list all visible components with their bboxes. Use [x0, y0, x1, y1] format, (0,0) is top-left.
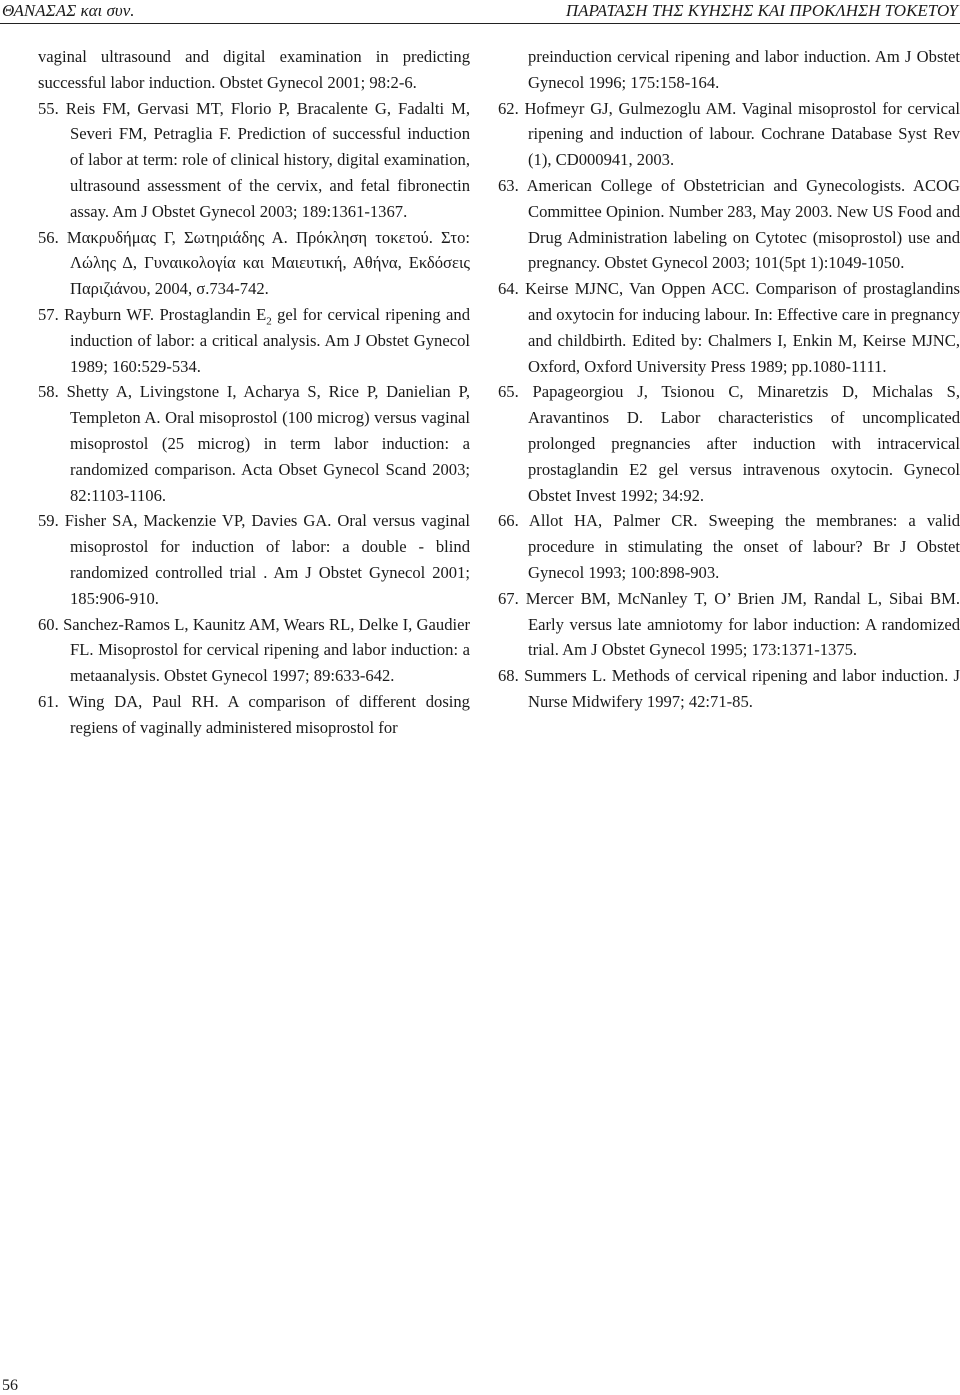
- reference-text: Keirse MJNC, Van Oppen ACC. Comparison of prostaglandins and oxytocin for inducing labour. In: Effective care in pregnancy and childbirth. Edited by: Chalmers I, Enkin M, Keirse MJNC, Oxford, Oxford University Press 1989; pp.1080-1111.: [525, 279, 960, 376]
- reference-55: [38, 96, 470, 225]
- reference-continuation: preinduction cervical ripening and labor induction. Am J Obstet Gynecol 1996; 175:158-164.: [528, 47, 960, 92]
- right-column: [498, 44, 960, 715]
- reference-number: 55.: [38, 98, 59, 118]
- reference-59: [38, 508, 470, 611]
- reference-text: Reis FM, Gervasi MT, Florio P, Bracalente G, Fadalti M, Severi FM, Petraglia F. Prediction of successful induction of labor at term: role of clinical history, digital examination, ultrasound assessment of the cervix, and fetal fibronectin assay. Am J Obstet Gynecol 2003; 189:1361-1367.: [65, 98, 471, 221]
- reference-number: 68.: [498, 666, 519, 686]
- reference-text: Hofmeyr GJ, Gulmezoglu AM. Vaginal misoprostol for cervical ripening and induction of labour. Cochrane Database Syst Rev (1), CD000941, 2003.: [524, 98, 960, 170]
- reference-number: 65.: [498, 382, 519, 402]
- reference-64: [498, 276, 960, 379]
- reference-text: Sanchez-Ramos L, Kaunitz AM, Wears RL, Delke I, Gaudier FL. Misoprostol for cervical ripening and labor induction: a metaanalysis. Obstet Gynecol 1997; 89:633-642.: [63, 614, 470, 686]
- reference-56: [38, 225, 470, 302]
- reference-text: gel for cervical ripening and induction of labor: a critical analysis. Am J Obstet Gynecol 1989; 160:529-534.: [70, 304, 471, 376]
- reference-text: Summers L. Methods of cervical ripening and labor induction. J Nurse Midwifery 1997; 42:71-85.: [524, 666, 960, 711]
- reference-text: Papageorgiou J, Tsionou C, Minaretzis D, Michalas S, Aravantinos D. Labor characteristics of uncomplicated prolonged pregnancies after induction with intracervical prostaglandin E2 gel versus intravenous oxytocin. Gynecol Obstet Invest 1992; 34:92.: [528, 382, 960, 505]
- reference-text: American College of Obstetrician and Gynecologists. ACOG Committee Opinion. Number 283, May 2003. New US Food and Drug Administration labeling on Cytotec (misoprostol) use and pregnancy. Obstet Gynecol 2003; 101(5pt 1):1049-1050.: [526, 175, 960, 273]
- reference-text: Wing DA, Paul RH. A comparison of different dosing regiens of vaginally administered misoprostol for: [68, 691, 470, 737]
- reference-number: 64.: [498, 279, 519, 299]
- reference-text: Fisher SA, Mackenzie VP, Davies GA. Oral versus vaginal misoprostol for induction of labor: a double - blind randomized controlled trial . Am J Obstet Gynecol 2001; 185:906-910.: [64, 511, 470, 608]
- reference-number: 59.: [38, 511, 59, 531]
- reference-61: [38, 689, 470, 741]
- reference-number: 60.: [38, 614, 59, 634]
- reference-number: 56.: [38, 227, 59, 247]
- reference-60: [38, 612, 470, 689]
- header-authors: ΘΑΝΑΣΑΣ και συν.: [2, 1, 135, 20]
- reference-62: [498, 96, 960, 173]
- reference-63: [498, 173, 960, 276]
- header-title: ΠΑΡΑΤΑΣΗ ΤΗΣ ΚΥΗΣΗΣ ΚΑΙ ΠΡΟΚΛΗΣΗ ΤΟΚΕΤΟΥ: [565, 1, 958, 20]
- reference-66: [498, 508, 960, 585]
- subscript: 2: [266, 315, 272, 328]
- reference-text: Shetty A, Livingstone I, Acharya S, Rice P, Danielian P, Templeton A. Oral misoprostol (100 microg) versus vaginal misoprostol (25 microg) in term labor induction: a randomized comparison. Acta Obset Gynecol Scand 2003; 82:1103-1106.: [66, 382, 470, 505]
- reference-text: Rayburn WF. Prostaglandin E: [64, 304, 267, 324]
- reference-text: Mercer BM, McNanley T, O’ Brien JM, Randal L, Sibai BM. Early versus late amniotomy for labor induction: A randomized trial. Am J Obstet Gynecol 1995; 173:1371-1375.: [525, 588, 960, 660]
- reference-number: 63.: [498, 175, 519, 195]
- reference-number: 66.: [498, 511, 519, 531]
- reference-65: [498, 379, 960, 508]
- reference-58: [38, 379, 470, 508]
- reference-number: 58.: [38, 382, 59, 402]
- reference-number: 61.: [38, 691, 59, 711]
- reference-text: Μακρυδήμας Γ, Σωτηριάδης Α. Πρόκληση τοκετού. Στο: Λώλης Δ, Γυναικολογία και Μαιευτική, Αθήνα, Εκδόσεις Παριζιάνου, 2004, σ.734-742.: [66, 227, 470, 299]
- page-number: 56: [2, 1377, 18, 1394]
- reference-text: Allot HA, Palmer CR. Sweeping the membranes: a valid procedure in stimulating the onset of labour? Br J Obstet Gynecol 1993; 100:898-903.: [528, 511, 960, 582]
- reference-67: [498, 586, 960, 663]
- reference-number: 62.: [498, 98, 519, 118]
- reference-continuation: vaginal ultrasound and digital examination in predicting successful labor induction. Obstet Gynecol 2001; 98:2-6.: [38, 47, 470, 92]
- reference-number: 67.: [498, 588, 519, 608]
- reference-number: 57.: [38, 304, 59, 324]
- header-rule: [0, 23, 960, 24]
- left-column: [38, 44, 470, 741]
- reference-57: [38, 302, 470, 379]
- reference-68: [498, 663, 960, 715]
